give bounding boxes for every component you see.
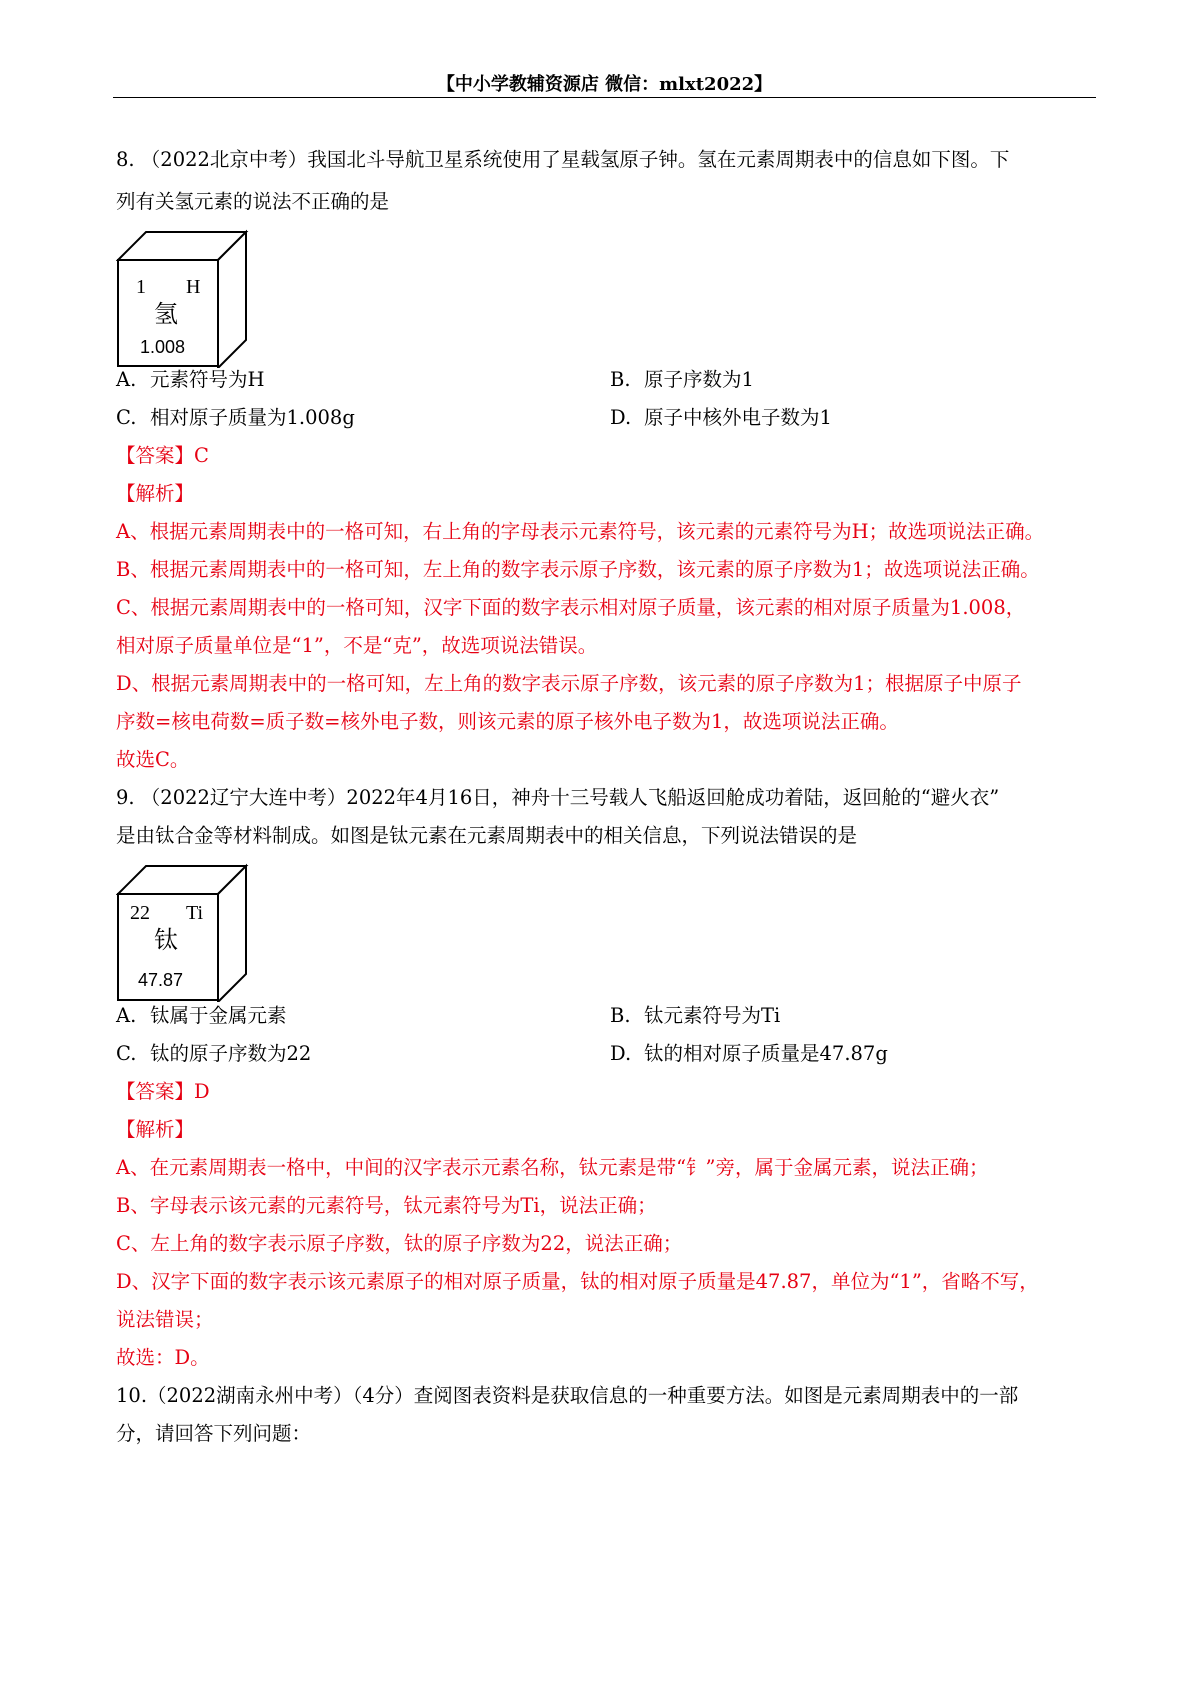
q9-option-b[interactable] <box>610 1003 780 1029</box>
q8-conclusion: 故选C。 <box>116 748 190 771</box>
option-letter: D. <box>610 406 632 429</box>
option-text: 钛元素符号为Ti <box>644 1004 781 1027</box>
option-text: 原子序数为1 <box>644 368 754 391</box>
q9-option-a[interactable] <box>116 1003 287 1029</box>
element-symbol: H <box>186 276 201 298</box>
q9-analysis-line: A、在元素周期表一格中，中间的汉字表示元素名称，钛元素是带“钅”旁，属于金属元素，说法正确； <box>116 1156 989 1179</box>
option-letter: A. <box>116 1004 137 1027</box>
q10-stem-line1: 10.（2022湖南永州中考）（4分）查阅图表资料是获取信息的一种重要方法。如图是元素周期表中的一部 <box>116 1384 1019 1407</box>
atomic-mass: 1.008 <box>140 337 186 357</box>
page-header: 【中小学教辅资源店 微信：mlxt2022】 <box>436 74 773 95</box>
q9-stem-line1: 9. （2022辽宁大连中考）2022年4月16日，神舟十三号载人飞船返回舱成功着陆，返回舱的“避火衣” <box>116 786 1000 809</box>
element-name: 氢 <box>154 302 178 328</box>
q9-answer: 【答案】D <box>116 1080 210 1103</box>
q8-analysis-label: 【解析】 <box>116 482 195 505</box>
option-letter: D. <box>610 1042 632 1065</box>
q8-option-c[interactable] <box>116 405 355 431</box>
titanium-element-cube <box>116 862 256 1002</box>
q8-answer: 【答案】C <box>116 444 209 467</box>
q9-analysis-line: 说法错误； <box>116 1308 214 1331</box>
q9-analysis-line: D、汉字下面的数字表示该元素原子的相对原子质量，钛的相对原子质量是47.87，单位为“1”，省略不写， <box>116 1270 1039 1293</box>
element-name: 钛 <box>154 928 178 954</box>
option-text: 元素符号为H <box>150 368 265 391</box>
q9-analysis-label: 【解析】 <box>116 1118 195 1141</box>
atomic-number: 22 <box>130 902 150 924</box>
q8-analysis-line: C、根据元素周期表中的一格可知，汉字下面的数字表示相对原子质量，该元素的相对原子质量为1.008， <box>116 596 1026 619</box>
element-cube-outline <box>116 862 256 1002</box>
option-text: 钛属于金属元素 <box>150 1004 287 1027</box>
q8-analysis-line: D、根据元素周期表中的一格可知，左上角的数字表示原子序数，该元素的原子序数为1；根据原子中原子 <box>116 672 1022 695</box>
header-rule <box>113 97 1096 98</box>
q8-option-a[interactable] <box>116 367 265 393</box>
q8-analysis-line: B、根据元素周期表中的一格可知，左上角的数字表示原子序数，该元素的原子序数为1；故选项说法正确。 <box>116 558 1040 581</box>
hydrogen-element-cube <box>116 228 256 368</box>
q9-analysis-line: C、左上角的数字表示原子序数，钛的原子序数为22，说法正确； <box>116 1232 683 1255</box>
q8-option-b[interactable] <box>610 367 754 393</box>
q8-option-d[interactable] <box>610 405 832 431</box>
q9-conclusion: 故选：D。 <box>116 1346 210 1369</box>
q9-analysis-line: B、字母表示该元素的元素符号，钛元素符号为Ti，说法正确； <box>116 1194 657 1217</box>
option-letter: B. <box>610 368 631 391</box>
element-cube-outline <box>116 228 256 368</box>
q10-stem-line2: 分，请回答下列问题： <box>116 1422 312 1445</box>
option-letter: B. <box>610 1004 631 1027</box>
q8-stem-line2: 列有关氢元素的说法不正确的是 <box>116 190 390 213</box>
q9-option-d[interactable] <box>610 1041 888 1067</box>
option-letter: C. <box>116 406 137 429</box>
q8-stem-line1: 8. （2022北京中考）我国北斗导航卫星系统使用了星载氢原子钟。氢在元素周期表中的信息如下图。下 <box>116 148 1010 171</box>
q9-stem-line2: 是由钛合金等材料制成。如图是钛元素在元素周期表中的相关信息，下列说法错误的是 <box>116 824 858 847</box>
element-symbol: Ti <box>186 902 204 924</box>
option-letter: C. <box>116 1042 137 1065</box>
option-text: 钛的相对原子质量是47.87g <box>644 1042 888 1065</box>
q8-analysis-line: A、根据元素周期表中的一格可知，右上角的字母表示元素符号，该元素的元素符号为H；故选项说法正确。 <box>116 520 1045 543</box>
option-text: 相对原子质量为1.008g <box>150 406 355 429</box>
q8-analysis-line: 相对原子质量单位是“1”，不是“克”，故选项说法错误。 <box>116 634 598 657</box>
atomic-mass: 47.87 <box>138 970 184 990</box>
option-text: 钛的原子序数为22 <box>150 1042 312 1065</box>
q9-option-c[interactable] <box>116 1041 311 1067</box>
atomic-number: 1 <box>136 276 146 298</box>
option-text: 原子中核外电子数为1 <box>644 406 832 429</box>
q8-analysis-line: 序数=核电荷数=质子数=核外电子数，则该元素的原子核外电子数为1，故选项说法正确。 <box>116 710 899 733</box>
option-letter: A. <box>116 368 137 391</box>
